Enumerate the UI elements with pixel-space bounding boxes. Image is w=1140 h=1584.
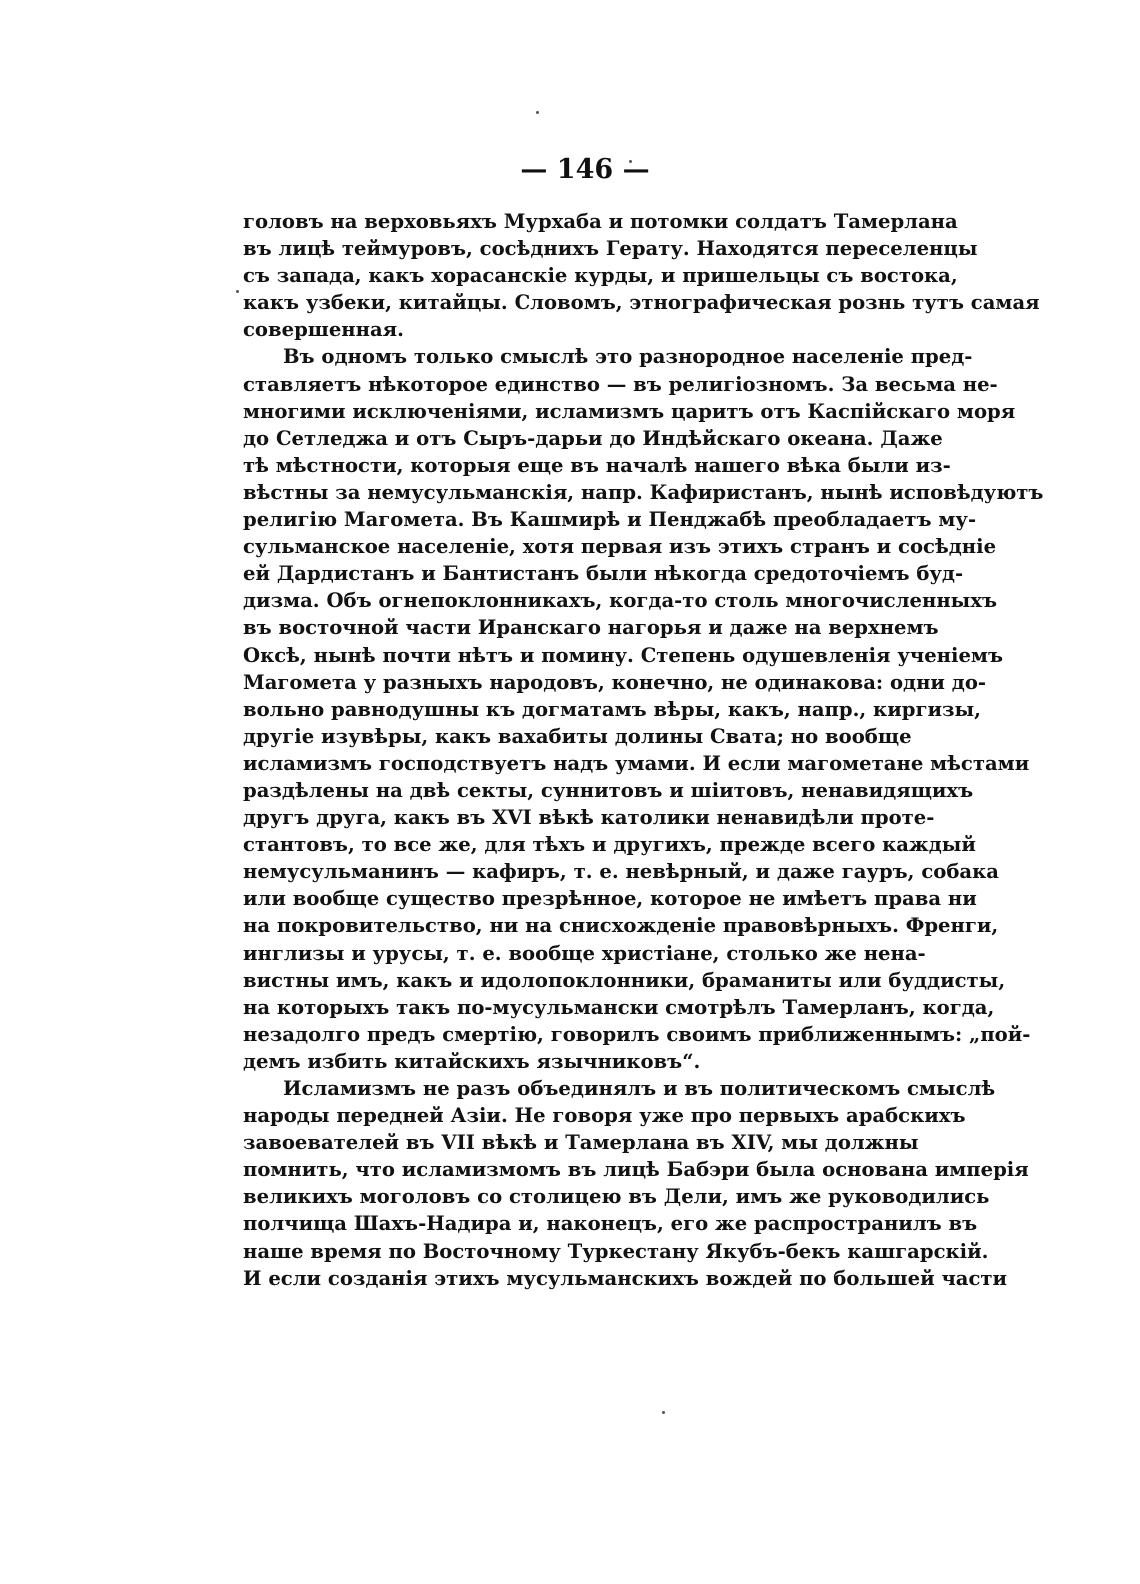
text-line: какъ узбеки, китайцы. Словомъ, этнографическая рознь тутъ самая [243,291,1040,315]
text-line: религію Магомета. Въ Кашмирѣ и Пенджабѣ преобладаетъ му- [243,508,977,532]
text-line: на которыхъ такъ по-мусульмански смотрѣлъ Тамерланъ, когда, [243,995,995,1019]
text-line: Въ одномъ только смыслѣ это разнородное населеніе пред- [283,345,973,369]
text-line: Магомета у разныхъ народовъ, конечно, не одинакова: одни до- [243,670,987,694]
text-line: ставляетъ нѣкоторое единство — въ религіозномъ. За весьма не- [243,372,998,396]
print-speck [236,290,239,293]
text-line: Оксѣ, нынѣ почти нѣтъ и помину. Степень одушевленія ученіемъ [243,643,1003,667]
text-line: или вообще существо презрѣнное, которое не имѣетъ права ни [243,887,977,911]
text-line: исламизмъ господствуетъ надъ умами. И если магометане мѣстами [243,751,1030,775]
text-line: сульманское населеніе, хотя первая изъ этихъ странъ и сосѣдніе [243,535,997,559]
text-line: на покровительство, ни на снисхожденіе правовѣрныхъ. Френги, [243,914,999,938]
text-line: многими исключеніями, исламизмъ царитъ отъ Каспійскаго моря [243,399,1016,423]
text-line: раздѣлены на двѣ секты, суннитовъ и шіитовъ, ненавидящихъ [243,778,974,802]
text-line: ей Дардистанъ и Бантистанъ были нѣкогда средоточіемъ буд- [243,562,964,586]
text-line: великихъ моголовъ со столицею въ Дели, имъ же руководились [243,1185,990,1209]
text-line: инглизы и урусы, т. е. вообще христіане, столько же нена- [243,941,926,965]
text-line: другъ друга, какъ въ XVI вѣкѣ католики ненавидѣли проте- [243,806,935,830]
text-line: вольно равнодушны къ догматамъ вѣры, какъ, напр., киргизы, [243,697,981,721]
text-line: до Сетледжа и отъ Сыръ-дарьи до Индѣйскаго океана. Даже [243,426,943,450]
text-line: вѣстны за немусульманскія, напр. Кафиристанъ, нынѣ исповѣдуютъ [243,480,1044,504]
text-line: тѣ мѣстности, которыя еще въ началѣ нашего вѣка были из- [243,453,951,477]
text-line: наше время по Восточному Туркестану Якубъ-бекъ кашгарскій. [243,1239,989,1263]
text-line: помнить, что исламизмомъ въ лицѣ Бабэри была основана имперія [243,1158,1029,1182]
text-line: дизма. Объ огнепоклонникахъ, когда-то столь многочисленныхъ [243,589,998,613]
text-line: въ лицѣ теймуровъ, сосѣднихъ Герату. Находятся переселенцы [243,237,978,261]
text-line: съ запада, какъ хорасанскіе курды, и пришельцы съ востока, [243,264,958,288]
text-line: Исламизмъ не разъ объединялъ и въ политическомъ смыслѣ [283,1077,996,1100]
text-line: незадолго предъ смертію, говорилъ своимъ приближеннымъ: „пой- [243,1022,1031,1046]
text-line: немусульманинъ — кафиръ, т. е. невѣрный, и даже гауръ, собака [243,860,999,884]
text-line: народы передней Азіи. Не говоря уже про первыхъ арабскихъ [243,1104,966,1128]
text-line: стантовъ, то все же, для тѣхъ и другихъ, прежде всего каждый [243,833,976,857]
text-line: головъ на верховьяхъ Мурхаба и потомки солдатъ Тамерлана [243,210,958,233]
page-number: — 146 — [520,154,650,185]
text-line: завоевателей въ VII вѣкѣ и Тамерлана въ XIV, мы должны [243,1131,919,1155]
print-speck [662,1411,665,1414]
text-line: совершенная. [243,318,404,342]
text-line: полчища Шахъ-Надира и, наконецъ, его же распространилъ въ [243,1212,978,1236]
body-text [243,208,1044,1292]
text-line: И если созданія этихъ мусульманскихъ вождей по большей части [243,1266,1008,1290]
text-line: вистны имъ, какъ и идолопоклонники, браманиты или буддисты, [243,968,1006,992]
text-line: демъ избить китайскихъ язычниковъ“. [243,1049,701,1073]
text-line: въ восточной части Иранскаго нагорья и даже на верхнемъ [243,616,939,640]
text-line: другіе изувѣры, какъ вахабиты долины Свата; но вообще [243,724,912,748]
print-speck [536,111,539,114]
